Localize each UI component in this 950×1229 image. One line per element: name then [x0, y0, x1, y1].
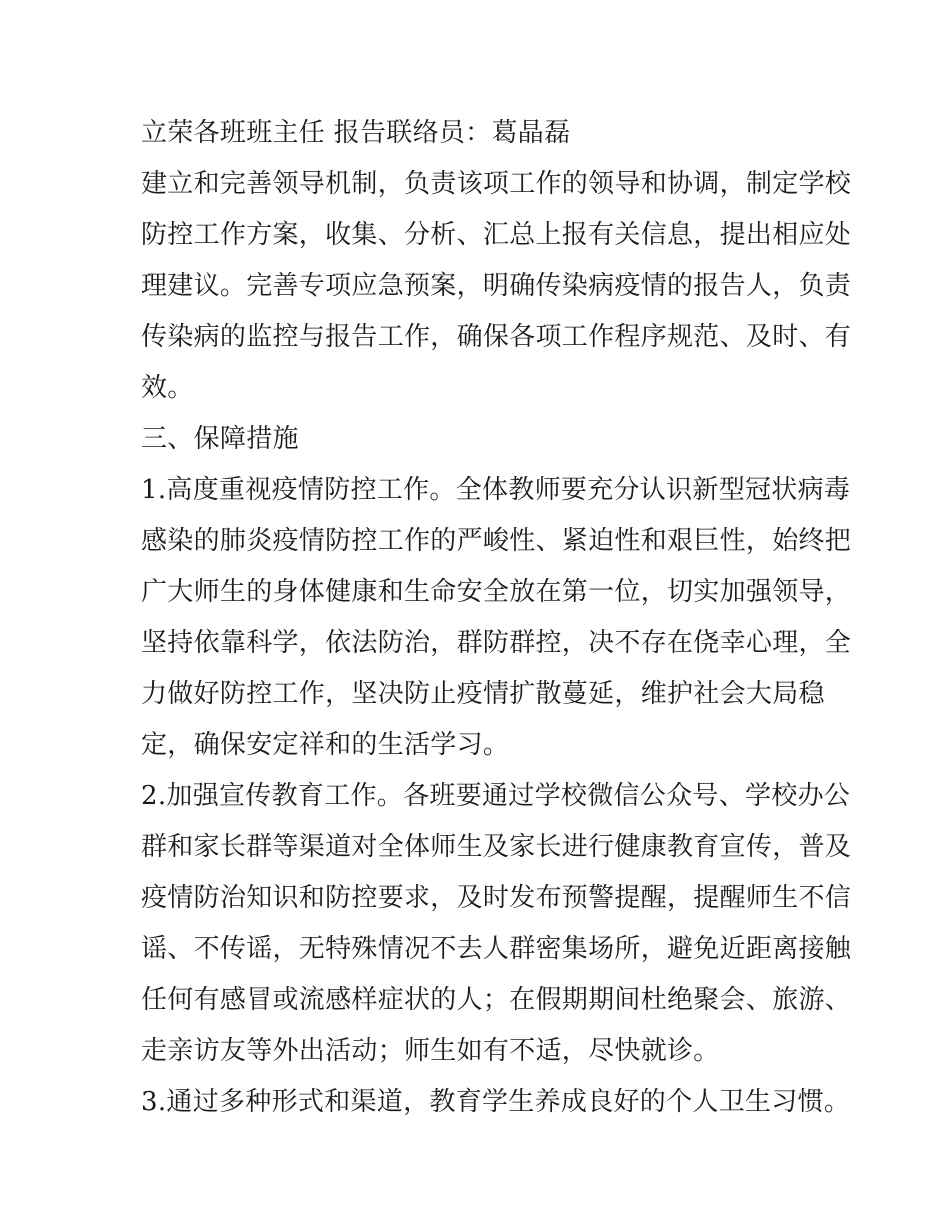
- paragraph-line: 理建议。完善专项应急预案，明确传染病疫情的报告人，负责: [141, 271, 852, 301]
- item-2-line: 谣、不传谣，无特殊情况不去人群密集场所，避免近距离接触: [141, 934, 852, 964]
- item-3-line: 3.通过多种形式和渠道，教育学生养成良好的个人卫生习惯。: [141, 1087, 851, 1117]
- item-2-line: 走亲访友等外出活动；师生如有不适，尽快就诊。: [141, 1036, 720, 1066]
- item-2-line: 群和家长群等渠道对全体师生及家长进行健康教育宣传，普及: [141, 832, 852, 862]
- document-body: [141, 108, 852, 1128]
- item-2-line: 2.加强宣传教育工作。各班要通过学校微信公众号、学校办公: [141, 781, 851, 811]
- section-heading: 三、保障措施: [141, 424, 299, 454]
- item-1-line: 感染的肺炎疫情防控工作的严峻性、紧迫性和艰巨性，始终把: [141, 526, 852, 556]
- paragraph-line: 效。: [141, 373, 194, 403]
- item-1-line: 坚持依靠科学，依法防治，群防群控，决不存在侥幸心理，全: [141, 628, 852, 658]
- liaison-line: 立荣各班班主任 报告联络员：葛晶磊: [141, 118, 571, 148]
- item-1-line: 1.高度重视疫情防控工作。全体教师要充分认识新型冠状病毒: [141, 475, 851, 505]
- item-1-line: 广大师生的身体健康和生命安全放在第一位，切实加强领导，: [141, 577, 852, 607]
- paragraph-line: 传染病的监控与报告工作，确保各项工作程序规范、及时、有: [141, 322, 852, 352]
- item-2-line: 疫情防治知识和防控要求，及时发布预警提醒，提醒师生不信: [141, 883, 852, 913]
- item-2-line: 任何有感冒或流感样症状的人；在假期期间杜绝聚会、旅游、: [141, 985, 852, 1015]
- paragraph-line: 防控工作方案，收集、分析、汇总上报有关信息，提出相应处: [141, 220, 852, 250]
- paragraph-line: 建立和完善领导机制，负责该项工作的领导和协调，制定学校: [141, 169, 852, 199]
- item-1-line: 定，确保安定祥和的生活学习。: [141, 730, 510, 760]
- item-1-line: 力做好防控工作，坚决防止疫情扩散蔓延，维护社会大局稳: [141, 679, 825, 709]
